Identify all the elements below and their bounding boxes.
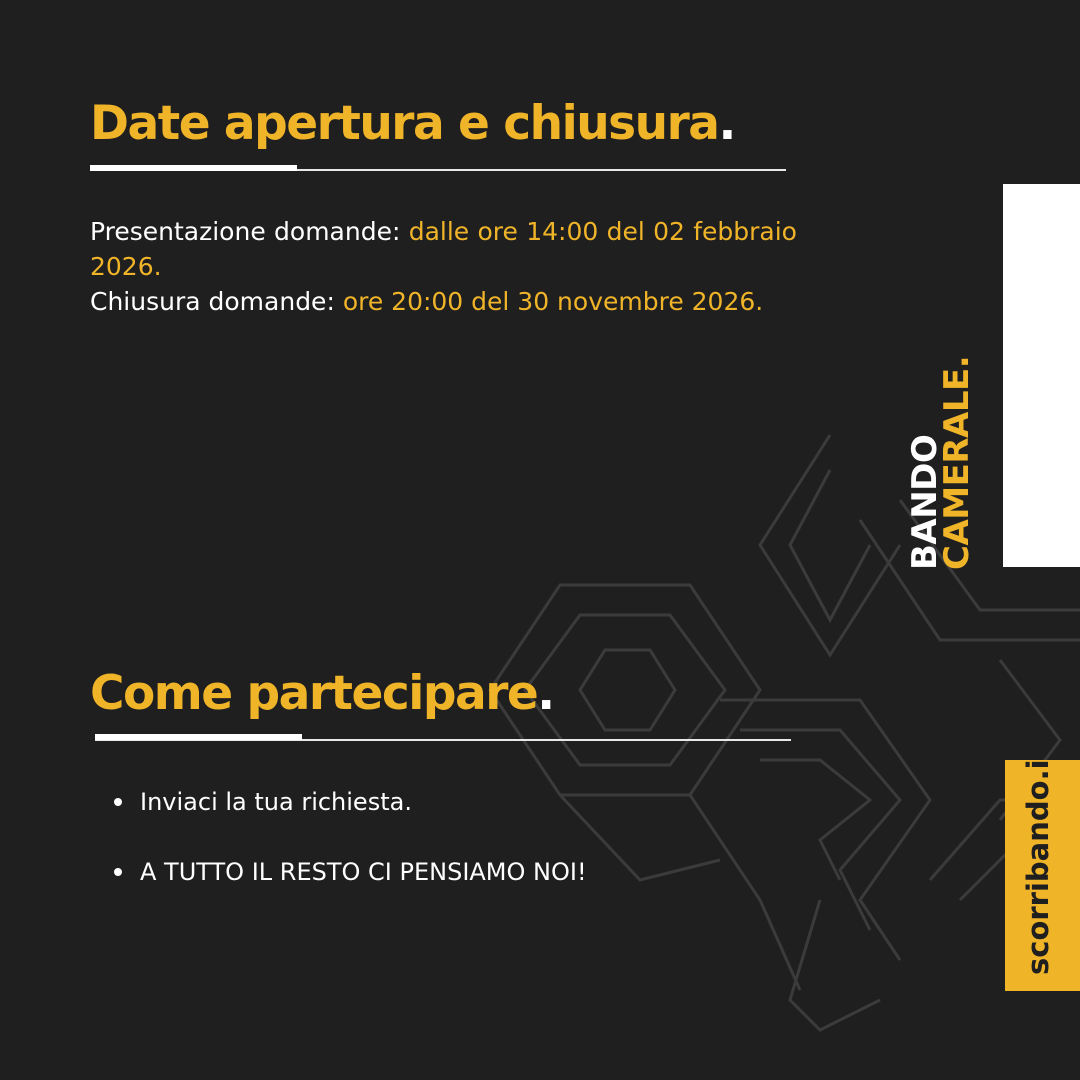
side-label-bando: BANDO	[905, 434, 945, 570]
closing-value: ore 20:00 del 30 novembre 2026.	[342, 287, 764, 316]
title-dot: .	[718, 96, 735, 151]
closing-label: Chiusura domande:	[90, 287, 343, 316]
dates-paragraph	[90, 214, 797, 319]
side-label-camerale: CAMERALE.	[937, 355, 977, 570]
website-link[interactable]: scorribando.it	[1021, 745, 1055, 975]
side-panel-white	[1003, 184, 1080, 567]
participation-list	[112, 784, 752, 924]
title-dot: .	[537, 666, 554, 721]
section-title-dates-text: Date apertura e chiusura	[90, 96, 719, 151]
list-item: A TUTTO IL RESTO CI PENSIAMO NOI!	[112, 854, 752, 890]
section-title-participate-text: Come partecipare	[90, 666, 538, 721]
opening-value: dalle ore 14:00 del 02 febbraio 2026.	[90, 217, 797, 281]
opening-label: Presentazione domande:	[90, 217, 409, 246]
section-title-dates	[90, 96, 735, 151]
section-title-participate	[90, 666, 554, 721]
title-underline-accent	[95, 734, 302, 740]
title-underline-accent	[90, 165, 297, 171]
list-item: Inviaci la tua richiesta.	[112, 784, 752, 820]
